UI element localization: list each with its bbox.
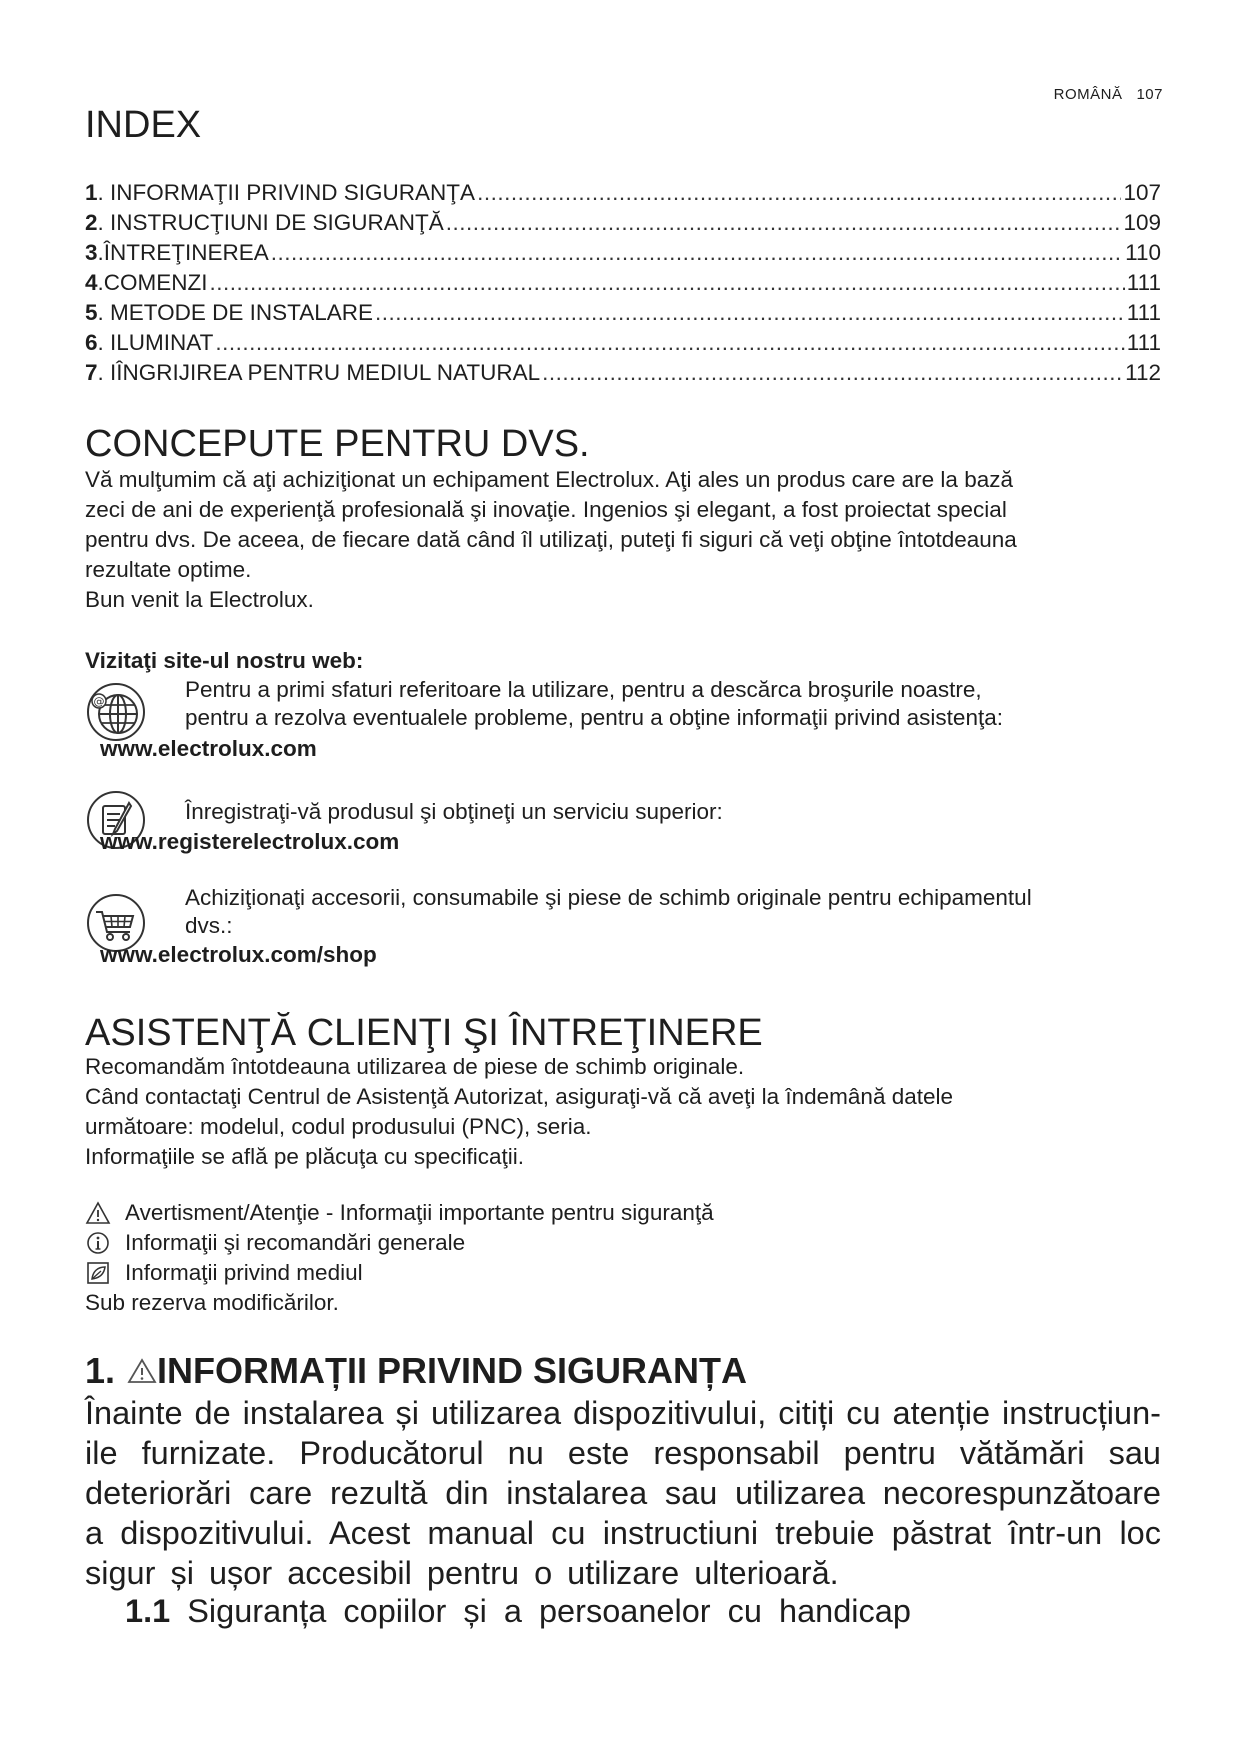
toc-entry-number: 1 <box>85 180 98 205</box>
toc-leader-dots <box>271 238 1123 268</box>
symbol-legend <box>85 1198 714 1318</box>
toc-entry[interactable] <box>85 328 1161 358</box>
subsection-number: 1.1 <box>125 1593 171 1629</box>
toc-entry-title: ILUMINAT <box>110 330 214 355</box>
register-text-line: Înregistraţi-vă produsul şi obţineţi un serviciu superior: <box>185 799 723 824</box>
shop-item-text <box>185 884 1145 940</box>
safety-intro <box>85 1393 1161 1593</box>
designed-line: pentru dvs. De aceea, de fiecare dată când îl utilizaţi, puteţi fi siguri că veţi obţine întotdeauna <box>85 527 1017 552</box>
toc-entry[interactable] <box>85 238 1161 268</box>
shop-link[interactable]: www.electrolux.com/shop <box>100 942 377 967</box>
warning-icon <box>127 1357 157 1385</box>
toc-leader-dots <box>215 328 1124 358</box>
svg-text:@: @ <box>93 695 105 708</box>
toc-entry-title: INSTRUCŢIUNI DE SIGURANŢĂ <box>110 210 444 235</box>
shop-text-line: Achiziţionaţi accesorii, consumabile şi piese de schimb originale pentru echipamentul <box>185 885 1032 910</box>
toc-entry-sep: . <box>97 360 111 385</box>
toc-entry-number: 2 <box>85 210 98 235</box>
index-title: INDEX <box>85 104 202 146</box>
designed-line: rezultate optime. <box>85 557 252 582</box>
legend-item <box>85 1258 714 1288</box>
warning-icon <box>85 1201 111 1225</box>
toc-leader-dots <box>446 208 1122 238</box>
safety-line: sigur și ușor accesibil pentru o utilizare ulterioară. <box>85 1555 839 1591</box>
toc-entry-page: 111 <box>1126 330 1161 355</box>
safety-section-number: 1. <box>85 1350 116 1391</box>
safety-line: ile furnizate. Producătorul nu este responsabil pentru vătămări sau <box>85 1435 1161 1471</box>
legend-item <box>85 1198 714 1228</box>
toc-entry[interactable] <box>85 208 1161 238</box>
header-language: ROMÂNĂ <box>1053 86 1123 103</box>
register-item-text <box>185 798 1145 826</box>
support-line: Când contactaţi Centrul de Asistenţă Autorizat, asiguraţi-vă că aveţi la îndemână datele <box>85 1084 954 1109</box>
toc-entry-page: 110 <box>1125 240 1161 265</box>
toc-entry-title: IÎNGRIJIREA PENTRU MEDIUL NATURAL <box>110 360 541 385</box>
designed-line: Bun venit la Electrolux. <box>85 587 314 612</box>
toc-entry[interactable] <box>85 178 1161 208</box>
toc-entry-page: 109 <box>1123 210 1161 235</box>
legend-text: Informaţii şi recomandări generale <box>125 1230 466 1255</box>
website-text-line: pentru a rezolva eventualele probleme, pentru a obţine informaţii privind asistenţa: <box>185 705 1003 730</box>
toc-entry-title: ÎNTREŢINEREA <box>103 240 269 265</box>
toc-entry-title: INFORMAŢII PRIVIND SIGURANŢA <box>110 180 476 205</box>
toc-entry-number: 4 <box>85 270 98 295</box>
legend-text: Informaţii privind mediul <box>125 1260 363 1285</box>
subsection-title: Siguranța copiilor și a persoanelor cu handicap <box>187 1593 911 1629</box>
toc-leader-dots <box>542 358 1123 388</box>
toc-entry-sep: . <box>97 330 111 355</box>
safety-line: a dispozitivului. Acest manual cu instructiuni trebuie păstrat într-un loc <box>85 1515 1161 1551</box>
toc-entry-sep: . <box>97 210 111 235</box>
safety-line: deteriorări care rezultă din instalarea sau utilizarea necorespunzătoare <box>85 1475 1161 1511</box>
toc-entry-number: 7 <box>85 360 98 385</box>
toc-entry-sep: . <box>97 240 104 265</box>
safety-section-title <box>85 1350 747 1392</box>
toc-entry-number: 5 <box>85 300 98 325</box>
designed-title: CONCEPUTE PENTRU DVS. <box>85 423 590 465</box>
toc-entry-page: 107 <box>1123 180 1161 205</box>
toc-entry-page: 111 <box>1126 270 1161 295</box>
toc-leader-dots <box>477 178 1121 208</box>
designed-line: zeci de ani de experienţă profesională şi inovaţie. Ingenios şi elegant, a fost proiectat special <box>85 497 1007 522</box>
toc-entry-sep: . <box>97 180 111 205</box>
toc-entry-title: METODE DE INSTALARE <box>110 300 373 325</box>
subsection-heading <box>125 1593 911 1630</box>
safety-section-heading: INFORMAȚII PRIVIND SIGURANȚA <box>157 1350 748 1391</box>
toc-entry-page: 111 <box>1126 300 1161 325</box>
website-item-text <box>185 676 1145 732</box>
toc-entry-number: 6 <box>85 330 98 355</box>
toc-entry[interactable] <box>85 268 1161 298</box>
shop-text-line: dvs.: <box>185 913 233 938</box>
page-header <box>1054 86 1163 103</box>
toc-entry-sep: . <box>97 300 111 325</box>
toc-leader-dots <box>210 268 1125 298</box>
designed-line: Vă mulţumim că aţi achiziţionat un echipament Electrolux. Aţi ales un produs care are la bază <box>85 467 1013 492</box>
toc-entry-number: 3 <box>85 240 98 265</box>
globe-icon <box>85 681 147 743</box>
legend-note: Sub rezerva modificărilor. <box>85 1290 339 1315</box>
legend-text: Avertisment/Atenţie - Informaţii importante pentru siguranţă <box>125 1200 714 1225</box>
support-text <box>85 1052 1165 1172</box>
electrolux-link[interactable]: www.electrolux.com <box>100 736 317 761</box>
support-line: următoare: modelul, codul produsului (PNC), seria. <box>85 1114 592 1139</box>
safety-line: Înainte de instalarea și utilizarea dispozitivului, citiți cu atenție instrucțiun- <box>85 1395 1161 1431</box>
toc-entry-page: 112 <box>1125 360 1161 385</box>
support-title: ASISTENŢĂ CLIENŢI ŞI ÎNTREŢINERE <box>85 1012 763 1054</box>
website-text-line: Pentru a primi sfaturi referitoare la utilizare, pentru a descărca broşurile noastre, <box>185 677 982 702</box>
support-line: Informaţiile se află pe plăcuţa cu specificaţii. <box>85 1144 524 1169</box>
page-number: 107 <box>1136 86 1163 103</box>
register-link[interactable]: www.registerelectrolux.com <box>100 829 400 854</box>
toc-entry[interactable] <box>85 298 1161 328</box>
table-of-contents <box>85 178 1161 388</box>
environment-icon <box>85 1261 111 1285</box>
toc-entry-title: COMENZI <box>103 270 208 295</box>
visit-website-title: Vizitaţi site-ul nostru web: <box>85 648 364 673</box>
toc-entry-sep: . <box>97 270 104 295</box>
designed-text <box>85 465 1165 615</box>
toc-leader-dots <box>375 298 1125 328</box>
support-line: Recomandăm întotdeauna utilizarea de piese de schimb originale. <box>85 1054 745 1079</box>
legend-item <box>85 1228 714 1258</box>
toc-entry[interactable] <box>85 358 1161 388</box>
info-icon <box>85 1231 111 1255</box>
